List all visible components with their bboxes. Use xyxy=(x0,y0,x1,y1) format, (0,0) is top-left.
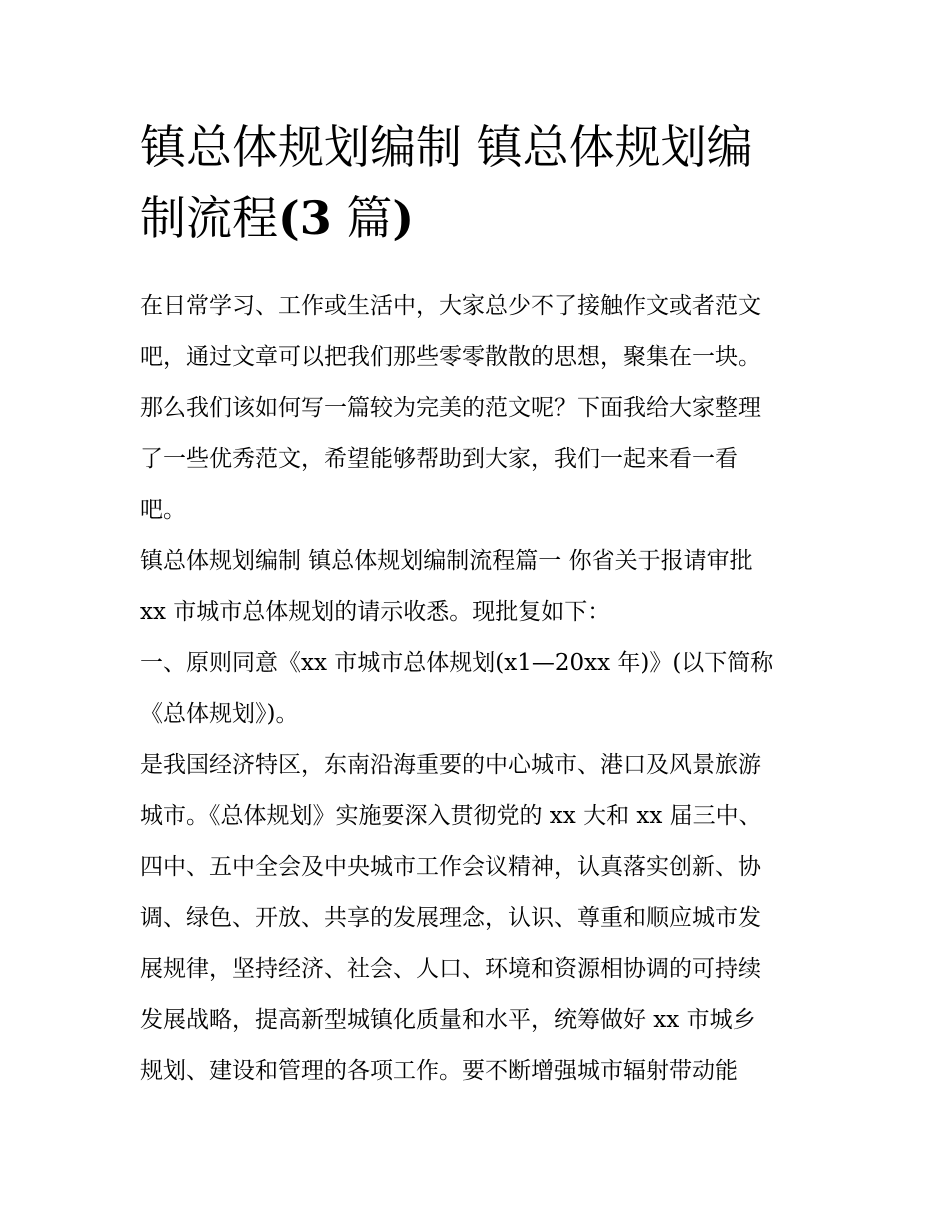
document-body xyxy=(140,281,820,1097)
title-line-2-text: 制流程 xyxy=(140,191,278,245)
text-line: 四中、五中全会及中央城市工作会议精神，认真落实创新、协 xyxy=(140,854,761,880)
title-count-close: ) xyxy=(392,191,415,245)
title-line-2 xyxy=(140,183,820,254)
text-line: 调、绿色、开放、共享的发展理念，认识、尊重和顺应城市发 xyxy=(140,905,761,931)
text-line: 城市。《总体规划》实施要深入贯彻党的 xx 大和 xx 届三中、 xyxy=(140,803,762,829)
section-heading-paragraph xyxy=(140,536,820,638)
text-line: xx 市城市总体规划的请示收悉。现批复如下： xyxy=(140,599,611,625)
title-line-1: 镇总体规划编制 镇总体规划编 xyxy=(140,120,753,174)
intro-paragraph xyxy=(140,281,820,536)
text-line: 吧。 xyxy=(140,497,186,523)
text-line: 在日常学习、工作或生活中，大家总少不了接触作文或者范文 xyxy=(140,293,761,319)
body-paragraph xyxy=(140,740,820,1097)
text-line: 是我国经济特区，东南沿海重要的中心城市、港口及风景旅游 xyxy=(140,752,761,778)
text-line: 吧，通过文章可以把我们那些零零散散的思想，聚集在一块。 xyxy=(140,344,761,370)
document-title xyxy=(140,112,820,254)
text-line: 一、原则同意《xx 市城市总体规划(x1—20xx 年)》(以下简称 xyxy=(140,650,774,676)
text-line: 发展战略，提高新型城镇化质量和水平，统筹做好 xx 市城乡 xyxy=(140,1007,756,1033)
item-one-paragraph xyxy=(140,638,820,740)
text-line: 了一些优秀范文，希望能够帮助到大家，我们一起来看一看 xyxy=(140,446,738,472)
text-line: 《总体规划》)。 xyxy=(140,701,299,727)
text-line: 那么我们该如何写一篇较为完美的范文呢？下面我给大家整理 xyxy=(140,395,761,421)
text-line: 镇总体规划编制 镇总体规划编制流程篇一 你省关于报请审批 xyxy=(140,548,753,574)
title-count-open: (3 xyxy=(278,191,332,245)
title-count-unit: 篇 xyxy=(331,191,393,245)
text-line: 展规律，坚持经济、社会、人口、环境和资源相协调的可持续 xyxy=(140,956,761,982)
text-line: 规划、建设和管理的各项工作。要不断增强城市辐射带动能 xyxy=(140,1058,738,1084)
